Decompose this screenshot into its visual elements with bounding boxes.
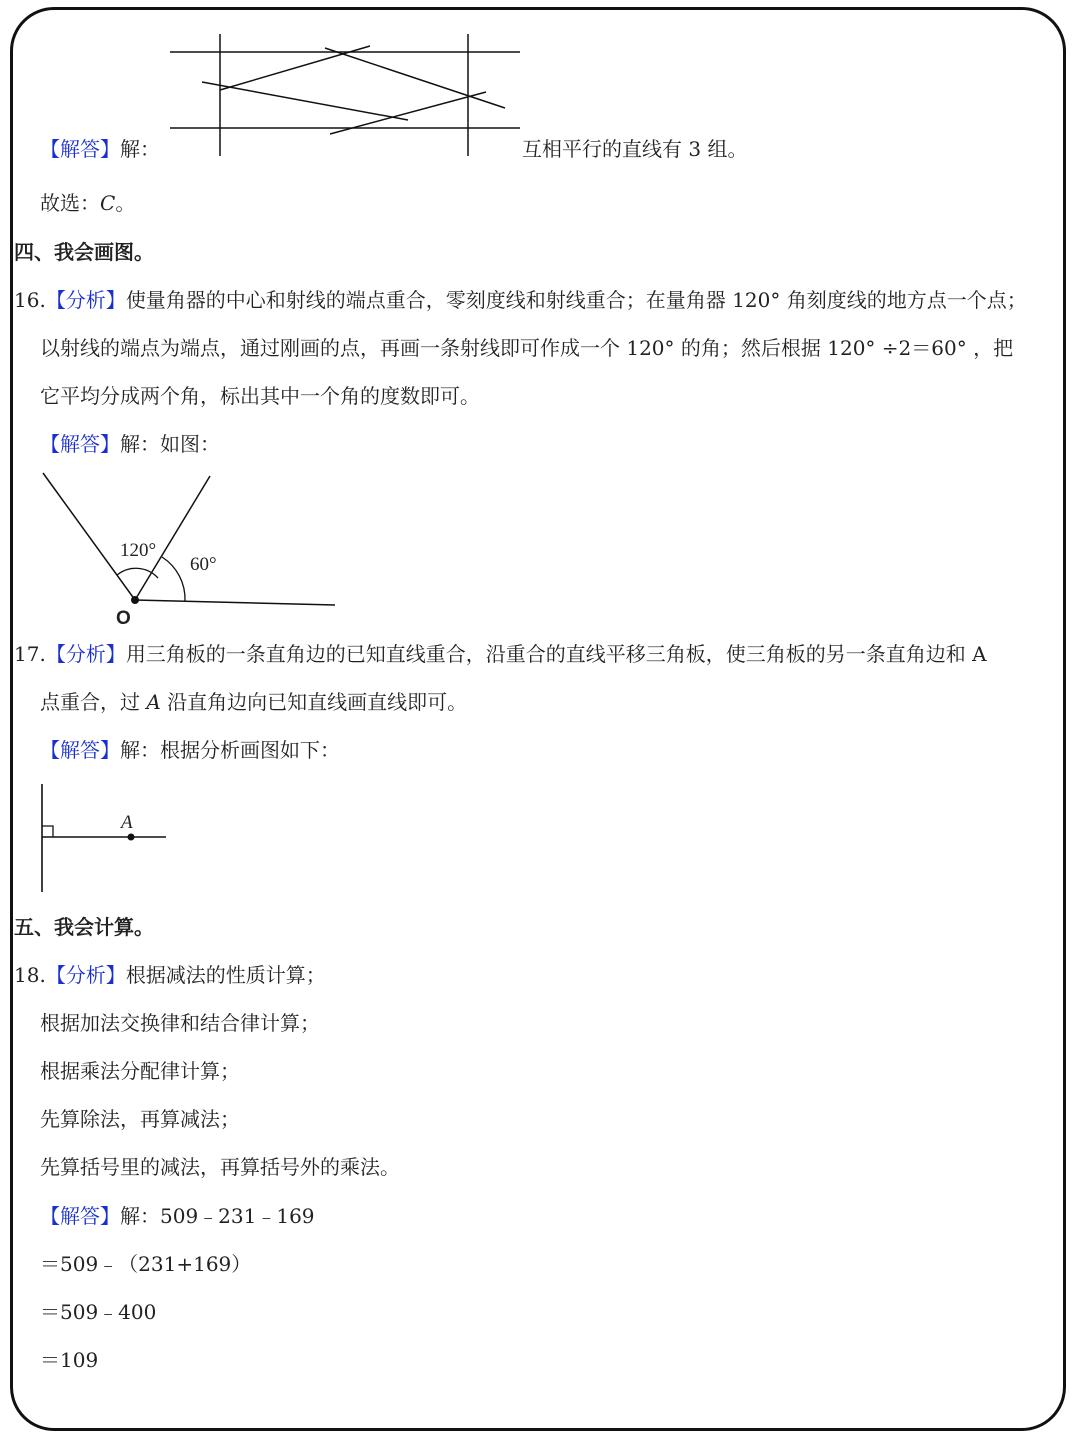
q17-analysis-line-1 [14, 641, 987, 667]
answer-prefix: 解： [120, 137, 160, 161]
q16-answer [40, 431, 220, 457]
question-number: 16. [14, 288, 46, 312]
arc-120 [117, 568, 158, 578]
q15-answer [40, 136, 160, 162]
analysis-text: 用三角板的一条直角边的已知直线重合，沿重合的直线平移三角板，使三角板的另一条直角边和 A [125, 642, 987, 666]
q15-answer-text: 互相平行的直线有 3 组。 [522, 137, 748, 161]
answer-text: 解：根据分析画图如下： [120, 738, 340, 762]
angle-figure [40, 470, 340, 630]
point-a-label: A [121, 812, 133, 833]
calc-step: 509﹣231﹣169 [160, 1204, 315, 1228]
question-number: 17. [14, 642, 46, 666]
q18-analysis-line-4: 先算除法，再算减法； [40, 1107, 240, 1131]
answer-tag: 【解答】 [40, 432, 120, 456]
analysis-text-a: 点重合，过 [40, 690, 147, 714]
choice-letter: C [100, 191, 116, 215]
section-4-title: 四、我会画图。 [14, 240, 154, 264]
perpendicular-figure [36, 782, 176, 897]
parallel-lines-figure [170, 30, 530, 160]
q18-analysis-line-3: 根据乘法分配律计算； [40, 1059, 240, 1083]
q16-analysis-line-3: 它平均分成两个角，标出其中一个角的度数即可。 [40, 384, 480, 408]
angle-60-label: 60° [190, 554, 217, 575]
angle-120-label: 120° [120, 540, 157, 561]
q15-choice [40, 190, 135, 216]
calc-step: ＝509﹣400 [40, 1300, 157, 1324]
q18-analysis-line-2: 根据加法交换律和结合律计算； [40, 1011, 320, 1035]
section-5-title: 五、我会计算。 [14, 915, 154, 939]
analysis-tag: 【分析】 [45, 963, 126, 987]
q16-analysis-line-1 [14, 287, 1027, 313]
vertex-point [131, 596, 139, 604]
answer-tag: 【解答】 [40, 738, 120, 762]
analysis-text: 根据减法的性质计算； [125, 963, 326, 987]
vertex-label: O [116, 608, 131, 629]
analysis-tag: 【分析】 [45, 288, 126, 312]
slant-line-2 [325, 48, 505, 108]
calc-step: ＝109 [40, 1348, 99, 1372]
q17-analysis-line-2 [40, 689, 467, 715]
question-number: 18. [14, 963, 46, 987]
q17-answer [40, 737, 340, 763]
ray-base [135, 600, 335, 605]
ray-left [43, 473, 135, 600]
analysis-tag: 【分析】 [45, 642, 126, 666]
answer-tag: 【解答】 [40, 1204, 120, 1228]
choice-prefix: 故选： [40, 191, 100, 215]
q18-answer [40, 1203, 315, 1229]
analysis-text: 使量角器的中心和射线的端点重合，零刻度线和射线重合；在量角器 120° 角刻度线的地方点一个点； [125, 288, 1027, 312]
calc-step: ＝509﹣（231+169） [40, 1252, 252, 1276]
ray-middle [135, 476, 210, 600]
q18-analysis-line-5: 先算括号里的减法，再算括号外的乘法。 [40, 1155, 400, 1179]
q16-analysis-line-2: 以射线的端点为端点，通过刚画的点，再画一条射线即可作成一个 120° 的角；然后根据 120° ÷2＝60° ，把 [40, 336, 1014, 360]
answer-prefix: 解： [120, 1204, 160, 1228]
slant-line-3 [202, 82, 408, 120]
arc-60 [162, 557, 185, 601]
q18-analysis-line-1 [14, 962, 326, 988]
right-angle-mark [42, 826, 53, 837]
answer-text: 解：如图： [120, 432, 220, 456]
answer-tag: 【解答】 [40, 137, 120, 161]
choice-suffix: 。 [115, 191, 136, 215]
point-a-variable: A [146, 690, 161, 714]
analysis-text-b: 沿直角边向已知直线画直线即可。 [160, 690, 468, 714]
point-a [128, 834, 135, 841]
